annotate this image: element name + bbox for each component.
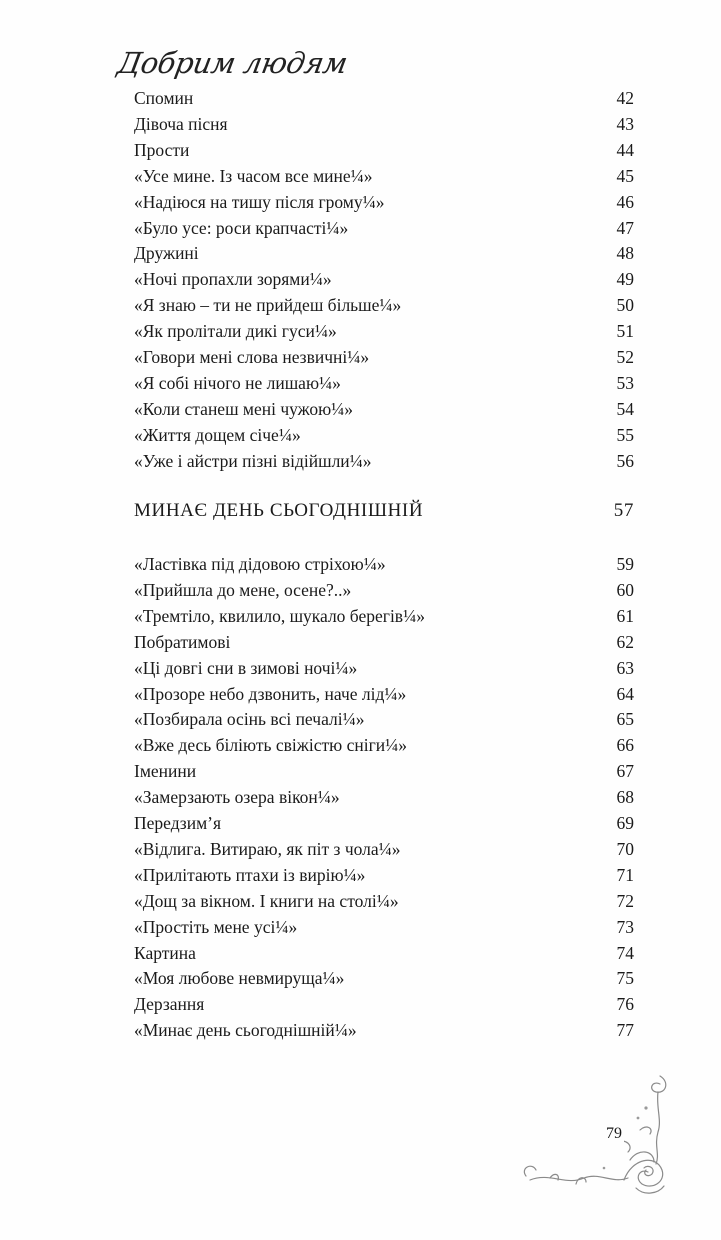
running-head: Добрим людям — [115, 46, 350, 80]
toc-entry-page: 77 — [616, 1020, 634, 1041]
toc-entry-title: «Прилітають птахи із вирію¼» — [134, 864, 366, 885]
toc-entry-title: Дружині — [134, 243, 199, 264]
toc-entry-title: Іменини — [134, 761, 197, 782]
toc-entry — [134, 577, 634, 603]
toc-entry — [134, 266, 634, 292]
toc-entry — [134, 655, 634, 681]
toc-entry-page: 48 — [616, 243, 634, 264]
section-title: МИНАЄ ДЕНЬ СЬОГОДНІШНІЙ — [134, 500, 424, 521]
toc-entry-title: Дерзання — [134, 994, 205, 1015]
toc-entry-page: 49 — [616, 269, 634, 290]
toc-entry — [134, 810, 634, 836]
toc-entry-page: 54 — [616, 398, 634, 419]
toc-entry-page: 74 — [616, 942, 634, 963]
toc-entry — [134, 422, 634, 448]
toc-entry-page: 71 — [616, 864, 634, 885]
toc-entry-title: «Ці довгі сни в зимові ночі¼» — [134, 657, 358, 678]
toc-entry-page: 56 — [616, 450, 634, 471]
toc-entry-title: Картина — [134, 942, 196, 963]
toc-entry — [134, 189, 634, 215]
toc-entry-title: «Моя любове невмируща¼» — [134, 968, 345, 989]
toc-entry-page: 46 — [616, 191, 634, 212]
section-heading — [134, 496, 634, 526]
toc-entry-page: 59 — [616, 554, 634, 574]
toc-entry-page: 51 — [616, 321, 634, 342]
toc-entry-title: «Життя дощем січе¼» — [134, 424, 301, 445]
toc-entry-title: Спомин — [134, 88, 194, 108]
toc-entry-title: «Відлига. Витираю, як піт з чола¼» — [134, 838, 401, 859]
toc-entry-title: «Замерзають озера вікон¼» — [134, 787, 340, 808]
toc-entry — [134, 137, 634, 163]
toc-entry-title: Прости — [134, 139, 190, 160]
toc-entry — [134, 370, 634, 396]
toc-entry-title: «Ночі пропахли зорями¼» — [134, 269, 332, 290]
toc-entry — [134, 551, 634, 577]
toc-entry — [134, 344, 634, 370]
floral-corner-ornament-icon — [520, 1068, 670, 1198]
toc-entry-page: 69 — [616, 813, 634, 833]
toc-entry — [134, 292, 634, 318]
toc-entry — [134, 732, 634, 758]
toc-entry-page: 55 — [616, 424, 634, 445]
toc-entry-page: 47 — [616, 217, 634, 238]
toc-entry-page: 73 — [616, 916, 634, 937]
toc-entry-title: «Як пролітали дикі гуси¼» — [134, 321, 337, 342]
toc-entry-page: 70 — [616, 838, 634, 859]
toc-entry-page: 66 — [616, 735, 634, 756]
toc-entry-page: 60 — [616, 579, 634, 600]
toc-entry-title: «Усе мине. Із часом все мине¼» — [134, 165, 373, 186]
toc-entry-title: «Коли станеш мені чужою¼» — [134, 398, 354, 419]
toc-entry-page: 52 — [616, 347, 634, 367]
toc-entry — [134, 85, 634, 111]
toc-entry-page: 42 — [616, 88, 634, 108]
toc-entry-title: «Ластівка під дідовою стріхою¼» — [134, 554, 386, 574]
toc-entry-title: «Вже десь біліють свіжістю сніги¼» — [134, 735, 407, 756]
toc-entry — [134, 629, 634, 655]
toc-entry — [134, 396, 634, 422]
toc-entry-page: 43 — [616, 113, 634, 134]
toc-entry-title: Передзим’я — [134, 813, 222, 833]
page-number: 79 — [606, 1125, 622, 1142]
toc-entry — [134, 240, 634, 266]
toc-entry — [134, 836, 634, 862]
toc-entry-page: 67 — [616, 761, 634, 782]
toc-entry — [134, 914, 634, 940]
toc-entry-title: «Тремтіло, квилило, шукало берегів¼» — [134, 605, 425, 626]
toc-entry — [134, 965, 634, 991]
toc-entry — [134, 215, 634, 241]
toc-entry-title: «Уже і айстри пізні відійшли¼» — [134, 450, 372, 471]
toc-entry-page: 64 — [616, 683, 634, 704]
toc-entry — [134, 862, 634, 888]
toc-entry — [134, 758, 634, 784]
toc-entry-title: «Було усе: роси крапчасті¼» — [134, 217, 349, 238]
toc-entry-page: 63 — [616, 657, 634, 678]
toc-entry-title: Дівоча пісня — [134, 113, 228, 134]
section-page: 57 — [613, 500, 634, 521]
toc-entry-page: 76 — [616, 994, 634, 1015]
toc-entry-page: 75 — [616, 968, 634, 989]
toc-entry-title: «Я знаю – ти не прийдеш більше¼» — [134, 295, 402, 316]
toc-entry — [134, 448, 634, 474]
toc-entry — [134, 784, 634, 810]
toc-entry-page: 62 — [616, 631, 634, 652]
toc-entry — [134, 318, 634, 344]
toc-entry — [134, 991, 634, 1017]
toc-entry — [134, 603, 634, 629]
toc-entry-title: «Говори мені слова незвичні¼» — [134, 347, 370, 367]
toc-entry-title: «Дощ за вікном. І книги на столі¼» — [134, 890, 399, 911]
toc-entry-page: 68 — [616, 787, 634, 808]
toc-entry — [134, 681, 634, 707]
toc-entry — [134, 111, 634, 137]
toc-entry-page: 44 — [616, 139, 634, 160]
toc-entry-page: 65 — [616, 709, 634, 730]
toc-entry-title: «Минає день сьогоднішній¼» — [134, 1020, 357, 1041]
toc-entry-title: «Прийшла до мене, осене?..» — [134, 579, 352, 600]
toc-entry-title: «Надіюся на тишу після грому¼» — [134, 191, 385, 212]
toc-entry-page: 50 — [616, 295, 634, 316]
toc-entry-title: «Позбирала осінь всі печалі¼» — [134, 709, 365, 730]
toc-entry — [134, 940, 634, 966]
toc-entry-title: Побратимові — [134, 631, 231, 652]
toc-entry-page: 45 — [616, 165, 634, 186]
toc-entry-title: «Прозоре небо дзвонить, наче лід¼» — [134, 683, 407, 704]
toc-entry — [134, 163, 634, 189]
toc-entry-title: «Простіть мене усі¼» — [134, 916, 298, 937]
toc-entry — [134, 1017, 634, 1043]
toc-entry-page: 61 — [616, 605, 634, 626]
toc-entry — [134, 706, 634, 732]
toc-entry-title: «Я собі нічого не лишаю¼» — [134, 372, 341, 393]
toc-entry — [134, 888, 634, 914]
toc-entry-page: 53 — [616, 372, 634, 393]
toc-entry-page: 72 — [616, 890, 634, 911]
